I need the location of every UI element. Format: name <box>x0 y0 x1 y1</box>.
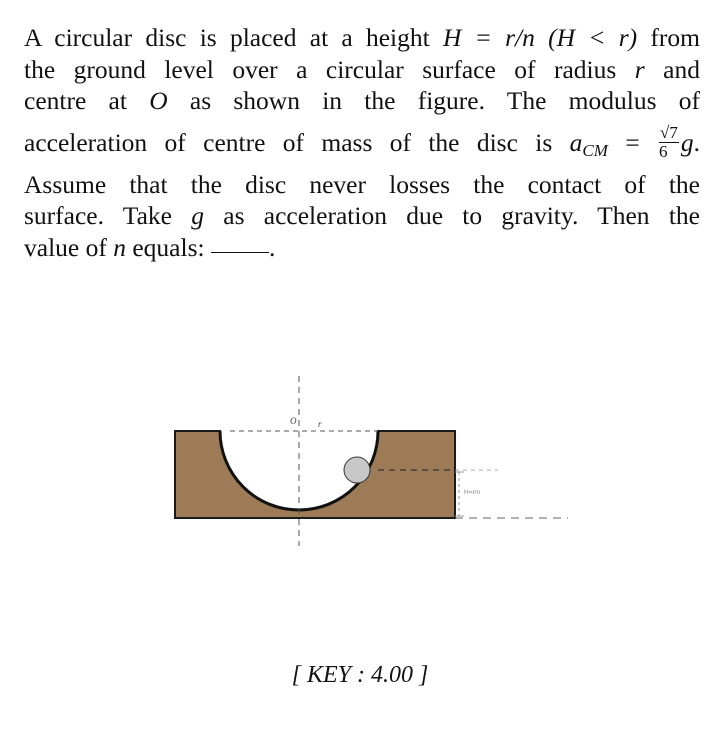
fraction-numerator: √7 <box>660 123 678 143</box>
gravity-symbol: g <box>191 201 204 230</box>
answer-blank <box>211 251 269 253</box>
question-text-segment: as acceleration due to gravity. Then the <box>204 201 700 230</box>
question-text-segment: from <box>637 23 700 52</box>
centre-symbol: O <box>149 86 168 115</box>
question-line-2 <box>24 54 700 86</box>
question-text-segment: A circular disc is placed at a height <box>24 23 443 52</box>
question-text-segment: surface. Take <box>24 201 192 230</box>
fraction <box>659 124 679 161</box>
question-text <box>24 22 700 263</box>
question-line-6 <box>24 200 700 232</box>
question-text-segment: acceleration of centre of mass of the disc is <box>24 127 570 157</box>
fraction-denominator: 6 <box>659 142 668 162</box>
question-line-4 <box>24 117 700 169</box>
question-text-segment: as shown in the figure. The modulus of <box>167 86 700 115</box>
label-o: O <box>290 416 297 426</box>
height-equation: H = r/n (H < r) <box>442 23 638 52</box>
label-h-equals-r-over-n: H=r/n <box>464 489 481 496</box>
question-line-1 <box>24 22 700 54</box>
n-symbol: n <box>113 232 126 262</box>
gravity-symbol: g <box>680 127 694 157</box>
question-text-segment: the ground level over a circular surface of radius <box>24 54 635 84</box>
question-text-segment: value of <box>24 232 114 262</box>
question-line-5 <box>24 169 700 201</box>
disc <box>344 457 370 483</box>
disc-figure <box>168 368 578 558</box>
equals-sign: = <box>607 127 658 157</box>
radius-symbol: r <box>634 54 645 84</box>
question-text-segment: Assume that the disc never losses the contact of the <box>24 169 700 199</box>
period: . <box>693 127 700 157</box>
question-text-segment: and <box>644 54 700 84</box>
question-line-3 <box>24 85 700 117</box>
label-r: r <box>318 419 322 429</box>
question-line-7 <box>24 232 700 264</box>
question-text-segment: centre at <box>24 86 150 115</box>
answer-key: [ KEY : 4.00 ] <box>291 662 429 688</box>
acceleration-subscript: CM <box>582 140 608 160</box>
question-text-segment: equals: <box>125 232 211 262</box>
acceleration-symbol: a <box>569 127 583 157</box>
ground-block <box>175 431 455 518</box>
period: . <box>268 232 276 262</box>
